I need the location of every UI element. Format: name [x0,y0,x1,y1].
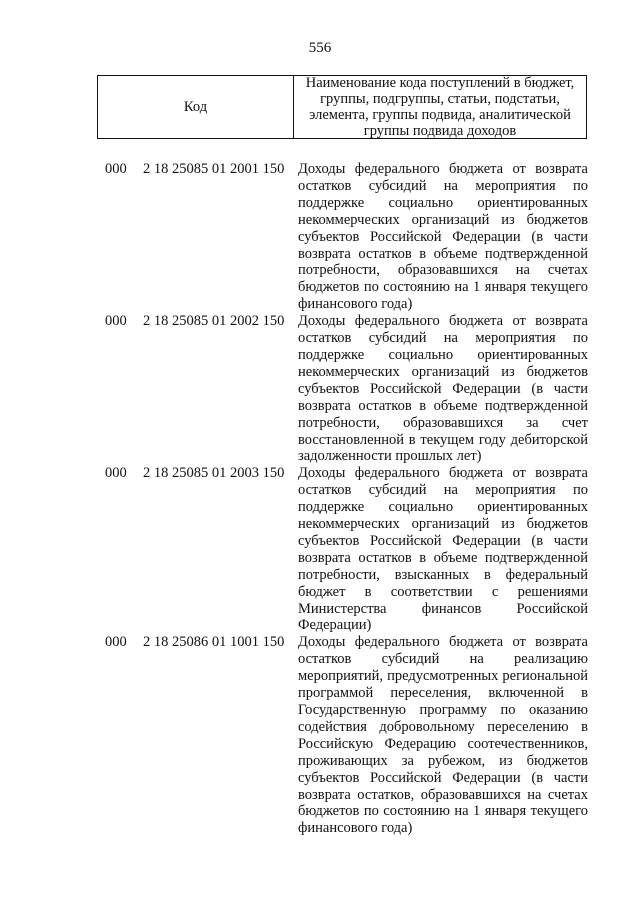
row-admin-code: 000 [105,465,127,482]
page-number: 556 [308,40,332,56]
table-header [97,75,587,139]
table-row [0,313,640,465]
row-income-code: 2 18 25086 01 1001 150 [143,634,285,651]
table-row [0,634,640,837]
header-code-column: Код [98,76,294,138]
row-admin-code: 000 [105,313,127,330]
row-income-name: Доходы федерального бюджета от возврата остатков субсидий на мероприятия по поддержке социально ориентированных некоммерческих организаций из бюджетов субъектов Российской Федерации (в части возврата остатков в объеме подтвержденной потребности, образовавшихся за счет восстановленной в текущем году дебиторской задолженности прошлых лет) [298,313,588,465]
row-income-code: 2 18 25085 01 2003 150 [143,465,285,482]
header-name-column: Наименование кода поступлений в бюджет, группы, подгруппы, статьи, подстатьи, элемента, группы подвида, аналитической группы подвида доходов [305,75,575,139]
table-body [0,161,640,837]
table-row [0,465,640,634]
table-row [0,161,640,313]
row-admin-code: 000 [105,161,127,177]
row-income-code: 2 18 25085 01 2002 150 [143,313,285,330]
row-income-name: Доходы федерального бюджета от возврата остатков субсидий на мероприятия по поддержке социально ориентированных некоммерческих организаций из бюджетов субъектов Российской Федерации (в части возврата остатков в объеме подтвержденной потребности, образовавшихся на счетах бюджетов по состоянию на 1 января текущего финансового года) [298,161,588,313]
row-admin-code: 000 [105,634,127,651]
row-income-name: Доходы федерального бюджета от возврата остатков субсидий на реализацию мероприятий, предусмотренных региональной программой переселения, включенной в Государственную программу по оказанию содействия добровольному переселению в Российскую Федерацию соотечественников, проживающих за рубежом, из бюджетов субъектов Российской Федерации (в части возврата остатков, образовавшихся на счетах бюджетов по состоянию на 1 января текущего финансового года) [298,634,588,837]
row-income-code: 2 18 25085 01 2001 150 [143,161,285,177]
row-income-name: Доходы федерального бюджета от возврата остатков субсидий на мероприятия по поддержке социально ориентированных некоммерческих организаций из бюджетов субъектов Российской Федерации (в части возврата остатков в объеме подтвержденной потребности, взысканных в федеральный бюджет в соответствии с решениями Министерства финансов Российской Федерации) [298,465,588,634]
